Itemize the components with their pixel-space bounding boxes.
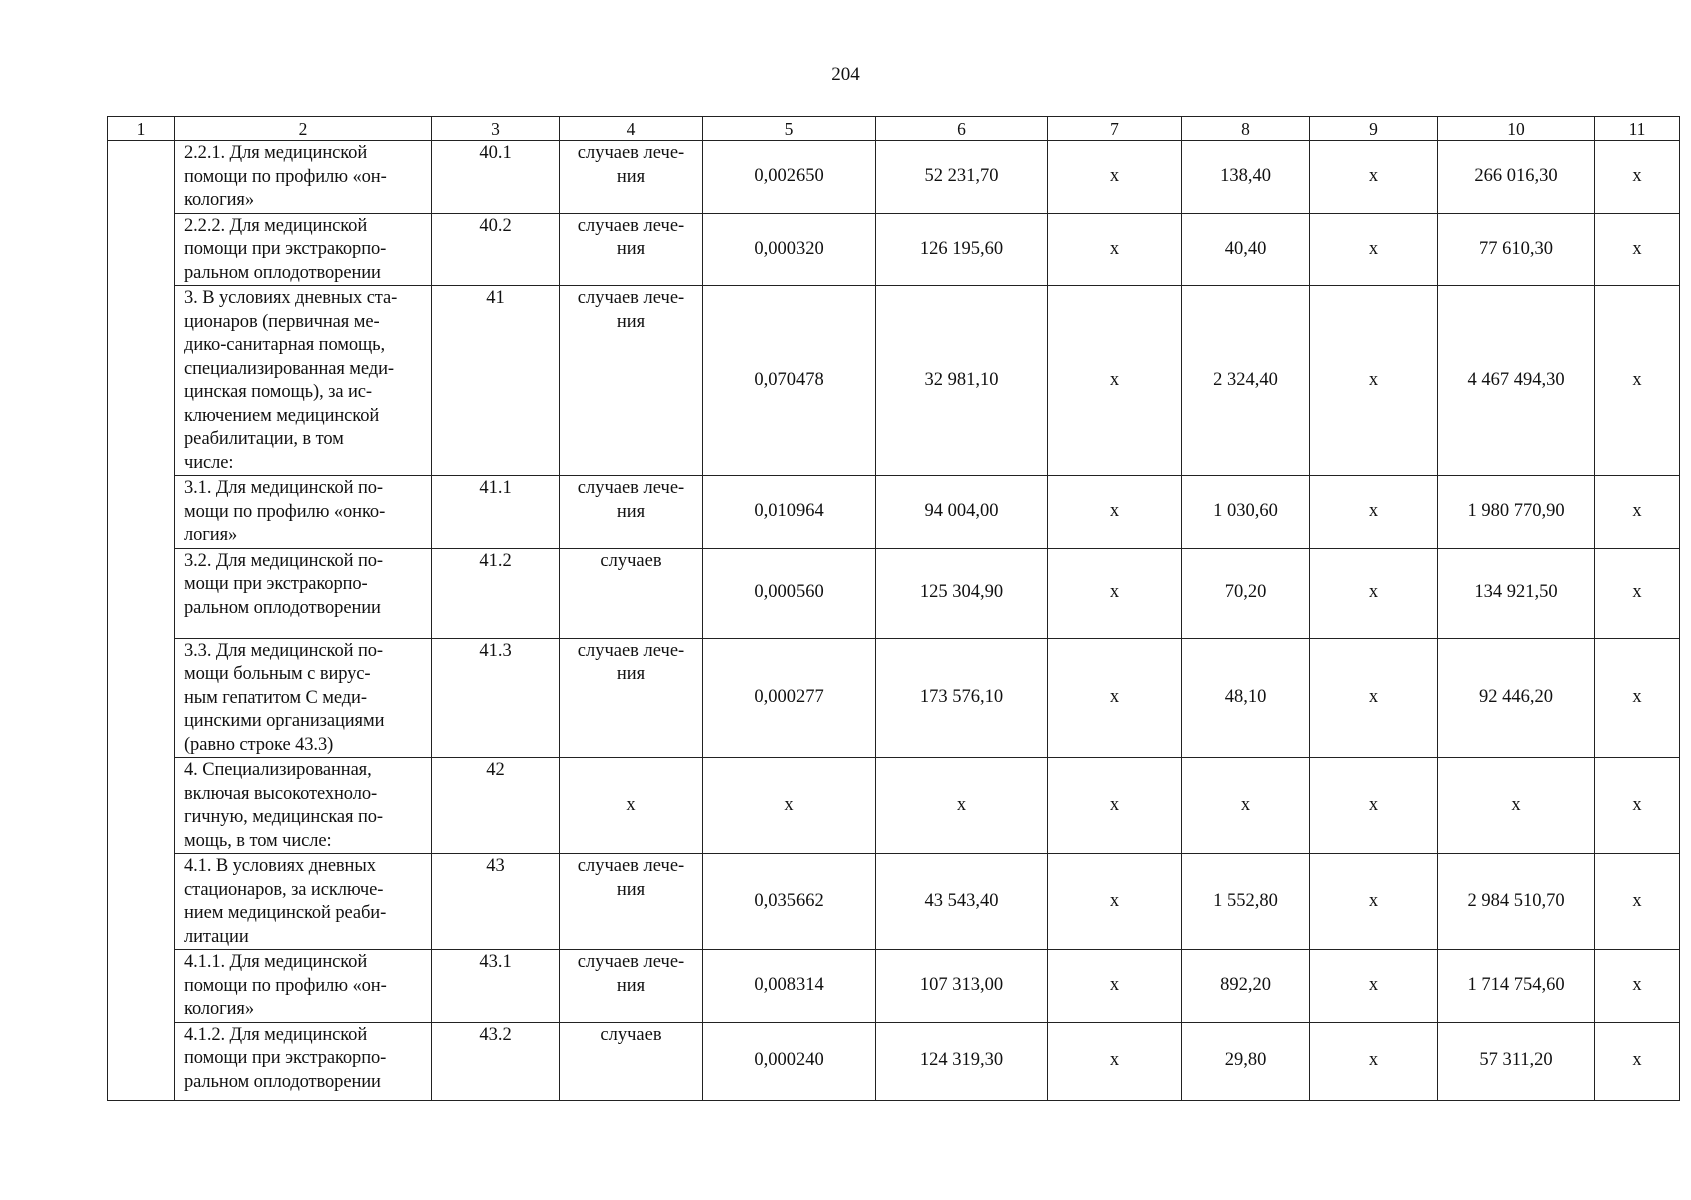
row-value-cell-c9: х [1310,638,1438,758]
row-unit-line: ния [616,879,646,900]
row-value-cell-c9: х [1310,758,1438,854]
row-unit-cell [560,950,703,1023]
table-row [108,950,1680,1023]
row-name-line: помощи по профилю «он- [184,975,387,996]
row-value-cell-c10: х [1438,758,1595,854]
row-value-cell-c7: х [1048,758,1182,854]
row-code-cell: 41 [432,286,560,476]
row-code-cell: 40.2 [432,213,560,286]
row-value-cell-c7: х [1048,854,1182,950]
row-code-cell: 41.2 [432,548,560,638]
row-name-cell [175,854,432,950]
header-cell: 2 [175,117,432,141]
row-value-cell-c8: 1 552,80 [1182,854,1310,950]
table-row [108,854,1680,950]
row-unit-cell [560,213,703,286]
row-value-cell-c6: 94 004,00 [876,476,1048,549]
row-name-line: 3. В условиях дневных ста- [184,288,398,308]
row-value-cell-c9: х [1310,854,1438,950]
row-unit-line: случаев лече- [577,952,685,972]
row-value-cell-c11: х [1595,758,1680,854]
row-name-cell [175,950,432,1023]
row-value-cell-c5: 0,008314 [703,950,876,1023]
row-value-cell-c8: 40,40 [1182,213,1310,286]
table-row [108,141,1680,214]
data-table [107,116,1680,1101]
table-row [108,548,1680,638]
row-value-cell-c10: 134 921,50 [1438,548,1595,638]
row-name-line: ным гепатитом С меди- [184,687,367,708]
row-name-line: цинскими организациями [184,711,385,731]
row-value-cell-c10: 77 610,30 [1438,213,1595,286]
row-name-line: кология» [184,999,254,1019]
row-unit-line: случаев лече- [577,478,685,498]
row-value-cell-c11: х [1595,548,1680,638]
row-name-cell [175,286,432,476]
row-value-cell-c8: 1 030,60 [1182,476,1310,549]
header-cell: 8 [1182,117,1310,141]
header-cell: 1 [108,117,175,141]
row-value-cell-c7: х [1048,950,1182,1023]
row-value-cell-c10: 92 446,20 [1438,638,1595,758]
row-unit-line: случаев лече- [577,640,685,661]
row-value-cell-c10: 57 311,20 [1438,1022,1595,1100]
row-value-cell-c10: 2 984 510,70 [1438,854,1595,950]
row-value-cell-c11: х [1595,1022,1680,1100]
row-value-cell-c5: 0,002650 [703,141,876,214]
row-name-line: помощи при экстракорпо- [184,1048,387,1068]
row-unit-cell [560,548,703,638]
row-value-cell-c6: 52 231,70 [876,141,1048,214]
row-value-cell-c5: 0,000277 [703,638,876,758]
row-name-line: стационаров, за исключе- [184,879,384,900]
row-name-line: мощи больным с вирус- [184,664,371,684]
row-name-line: помощи по профилю «он- [184,166,387,187]
row-value-cell-c5: 0,035662 [703,854,876,950]
row-name-line: ральном оплодотворении [184,1071,381,1092]
row-value-cell-c11: х [1595,950,1680,1023]
row-name-line: литации [184,926,249,947]
header-cell: 6 [876,117,1048,141]
table-header-row [108,117,1680,141]
row-value-cell-c7: х [1048,1022,1182,1100]
row-name-line: ральном оплодотворении [184,597,381,618]
row-name-cell [175,141,432,214]
row-value-cell-c5: 0,010964 [703,476,876,549]
row-value-cell-c11: х [1595,286,1680,476]
row-name-line: помощи при экстракорпо- [184,239,387,259]
row-value-cell-c10: 4 467 494,30 [1438,286,1595,476]
row-name-line: нием медицинской реаби- [184,903,387,923]
row-value-cell-c6: 43 543,40 [876,854,1048,950]
row-unit-line: случаев лече- [577,856,685,876]
row-value-cell-c6: 32 981,10 [876,286,1048,476]
row-value-cell-c8: 138,40 [1182,141,1310,214]
row-value-cell-c10: 1 980 770,90 [1438,476,1595,549]
row-value-cell-c5: 0,000320 [703,213,876,286]
row-name-line: 2.2.1. Для медицинской [184,143,368,163]
header-cell: 5 [703,117,876,141]
row-name-cell [175,213,432,286]
row-code-cell: 43.2 [432,1022,560,1100]
row-name-line: 3.3. Для медицинской по- [184,640,383,661]
row-name-line: включая высокотехноло- [184,783,378,804]
row-unit-cell [560,638,703,758]
row-code-cell: 41.3 [432,638,560,758]
row-name-cell [175,548,432,638]
row-unit-line: ния [616,166,646,187]
row-value-cell-c9: х [1310,476,1438,549]
row-value-cell-c8: 2 324,40 [1182,286,1310,476]
row-value-cell-c9: х [1310,950,1438,1023]
row-value-cell-c8: 29,80 [1182,1022,1310,1100]
row-value-cell-c7: х [1048,476,1182,549]
row-name-line: 4.1. В условиях дневных [184,856,376,876]
table-row [108,758,1680,854]
row-name-line: специализированная меди- [184,358,394,379]
row-unit-line: ния [616,975,646,996]
row-unit-cell [560,758,703,854]
row-code-cell: 41.1 [432,476,560,549]
table-row [108,286,1680,476]
row-name-line: гичную, медицинская по- [184,807,383,827]
row-name-line: 3.2. Для медицинской по- [184,550,383,571]
row-name-line: дико-санитарная помощь, [184,335,386,355]
row-name-line: ционаров (первичная ме- [184,311,380,332]
row-value-cell-c9: х [1310,213,1438,286]
row-value-cell-c6: 126 195,60 [876,213,1048,286]
table-row [108,638,1680,758]
row-value-cell-c7: х [1048,141,1182,214]
row-name-line: логия» [184,525,238,545]
row-value-cell-c9: х [1310,548,1438,638]
row-unit-line: ния [616,664,646,684]
row-value-cell-c7: х [1048,213,1182,286]
row-value-cell-c11: х [1595,476,1680,549]
row-unit-cell [560,854,703,950]
row-code-cell: 40.1 [432,141,560,214]
row-name-cell [175,758,432,854]
row-name-line: числе: [184,452,234,473]
page-number: 204 [831,64,860,85]
row-value-cell-c6: 124 319,30 [876,1022,1048,1100]
row-value-cell-c11: х [1595,141,1680,214]
row-value-cell-c5: 0,070478 [703,286,876,476]
row-unit-line: х [626,794,636,815]
row-value-cell-c7: х [1048,638,1182,758]
row-name-line: кология» [184,190,254,210]
row-unit-cell [560,476,703,549]
table-row [108,213,1680,286]
row-name-line: мощь, в том числе: [184,830,332,851]
row-name-line: 2.2.2. Для медицинской [184,215,368,236]
row-name-cell [175,638,432,758]
row-unit-line: случаев [600,550,662,571]
row-name-line: цинская помощь), за ис- [184,382,372,402]
row-name-line: мощи при экстракорпо- [184,574,368,594]
row-value-cell-c8: 70,20 [1182,548,1310,638]
row-code-cell: 43 [432,854,560,950]
row-unit-line: ния [616,501,646,522]
header-cell: 10 [1438,117,1595,141]
row-name-line: 4. Специализированная, [184,760,372,780]
header-cell: 9 [1310,117,1438,141]
row-name-line: 4.1.2. Для медицинской [184,1024,368,1045]
row-value-cell-c9: х [1310,1022,1438,1100]
row-value-cell-c8: 48,10 [1182,638,1310,758]
row-value-cell-c5: 0,000240 [703,1022,876,1100]
row-unit-line: случаев [600,1024,662,1045]
header-cell: 7 [1048,117,1182,141]
row-name-line: ральном оплодотворении [184,262,381,283]
header-cell: 3 [432,117,560,141]
row-unit-line: случаев лече- [577,215,685,236]
row-value-cell-c5: 0,000560 [703,548,876,638]
table-row [108,1022,1680,1100]
row-value-cell-c6: 107 313,00 [876,950,1048,1023]
row-unit-line: случаев лече- [577,143,685,163]
row-value-cell-c10: 266 016,30 [1438,141,1595,214]
row-value-cell-c9: х [1310,141,1438,214]
row-unit-line: ния [616,311,646,332]
row-name-line: (равно строке 43.3) [184,734,334,755]
row-name-line: 4.1.1. Для медицинской [184,952,368,972]
row-code-cell: 42 [432,758,560,854]
row-value-cell-c6: х [876,758,1048,854]
row-value-cell-c7: х [1048,548,1182,638]
table-row [108,476,1680,549]
header-cell: 4 [560,117,703,141]
row-value-cell-c8: 892,20 [1182,950,1310,1023]
row-value-cell-c11: х [1595,854,1680,950]
header-cell: 11 [1595,117,1680,141]
row-value-cell-c10: 1 714 754,60 [1438,950,1595,1023]
row-value-cell-c11: х [1595,638,1680,758]
row-unit-cell [560,1022,703,1100]
row-unit-cell [560,286,703,476]
row-code-cell: 43.1 [432,950,560,1023]
row-value-cell-c9: х [1310,286,1438,476]
row-value-cell-c6: 173 576,10 [876,638,1048,758]
row-value-cell-c11: х [1595,213,1680,286]
row-name-cell [175,476,432,549]
row-name-line: 3.1. Для медицинской по- [184,478,383,498]
row-name-line: мощи по профилю «онко- [184,501,386,522]
row-unit-line: ния [616,239,646,259]
row-unit-cell [560,141,703,214]
row-name-cell [175,1022,432,1100]
row-value-cell-c5: х [703,758,876,854]
column-1-blank-cell [108,141,175,1101]
row-name-line: ключением медицинской [184,405,380,426]
row-unit-line: случаев лече- [577,288,685,308]
row-value-cell-c6: 125 304,90 [876,548,1048,638]
row-name-line: реабилитации, в том [184,429,344,449]
row-value-cell-c7: х [1048,286,1182,476]
row-value-cell-c8: х [1182,758,1310,854]
